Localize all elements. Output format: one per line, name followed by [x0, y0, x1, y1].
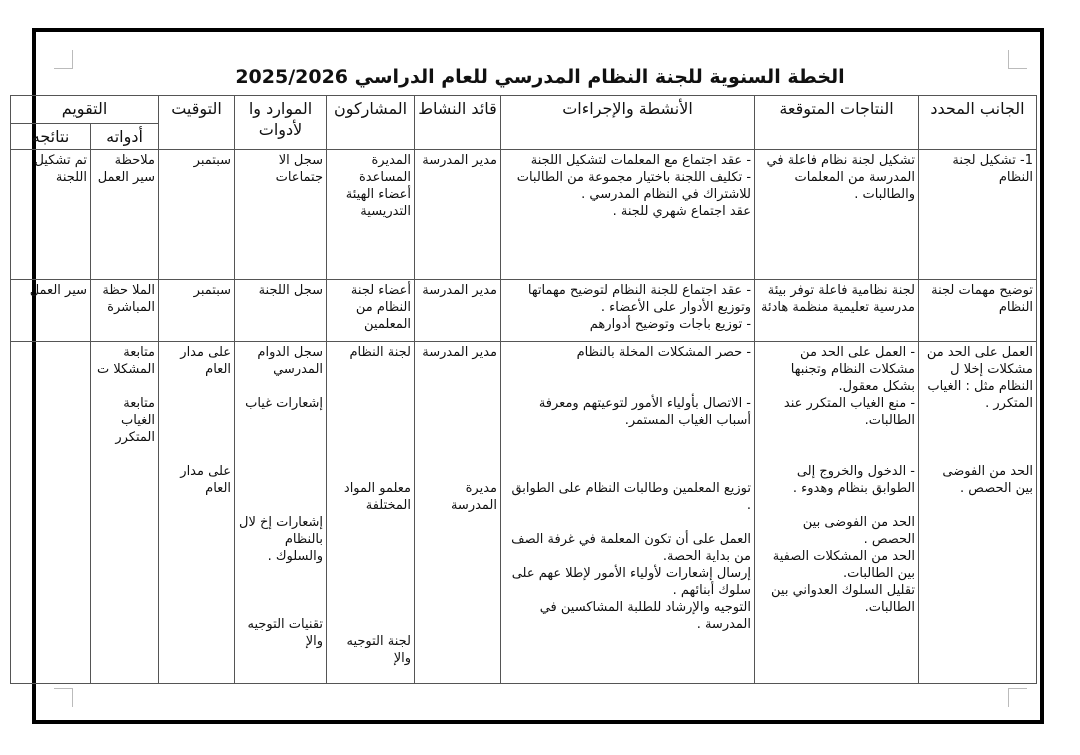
header-activities: الأنشطة والإجراءات — [501, 96, 755, 150]
cell-activities: - حصر المشكلات المخلة بالنظام - الاتصال بأولياء الأمور لتوعيتهم ومعرفة أسباب الغياب المستمر. توزيع المعلمين وطالبات النظام على الطوابق . العمل على أن تكون المعلمة في غرفة الصف من بداية الحصة. إرسال إشعارات لأولياء الأمور لإطلا عهم على سلوك أبنائهم . التوجيه والإرشاد للطلبة المشاكسين في المدرسة . — [501, 342, 755, 684]
crop-mark-bottom-left — [54, 688, 73, 707]
cell-leader: مدير المدرسة مديرة المدرسة — [415, 342, 501, 684]
cell-tools: متابعة المشكلا ت متابعة الغياب المتكرر — [91, 342, 159, 684]
cell-participants: لجنة النظام معلمو المواد المختلفة لجنة التوجيه والإ — [327, 342, 415, 684]
header-leader: قائد النشاط — [415, 96, 501, 150]
header-aspect: الجانب المحدد — [919, 96, 1037, 150]
crop-mark-top-left — [54, 50, 73, 69]
cell-participants: المديرة المساعدة أعضاء الهيئة التدريسية — [327, 150, 415, 280]
cell-results — [11, 342, 91, 684]
cell-results: تم تشكيل اللجنة — [11, 150, 91, 280]
cell-outcomes: تشكيل لجنة نظام فاعلة في المدرسة من المعلمات والطالبات . — [755, 150, 919, 280]
table-row — [11, 342, 1037, 684]
cell-resources: سجل الدوام المدرسي إشعارات غياب إشعارات إخ لال بالنظام والسلوك . تقنيات التوجيه والإ — [235, 342, 327, 684]
header-row — [11, 96, 1037, 124]
cell-resources: سجل اللجنة — [235, 280, 327, 342]
header-participants: المشاركون — [327, 96, 415, 150]
cell-resources: سجل الا جتماعات — [235, 150, 327, 280]
annual-plan-table — [10, 95, 1037, 684]
cell-leader: مدير المدرسة — [415, 280, 501, 342]
cell-tools: ملاحظة سير العمل — [91, 150, 159, 280]
table-row — [11, 150, 1037, 280]
cell-outcomes: - العمل على الحد من مشكلات النظام وتجنبها بشكل معقول. - منع الغياب المتكرر عند الطالبات. - الدخول والخروج إلى الطوابق بنظام وهدوء . الحد من الفوضى بين الحصص . الحد من المشكلات الصفية بين الطالبات. تقليل السلوك العدواني بين الطالبات. — [755, 342, 919, 684]
cell-aspect: 1- تشكيل لجنة النظام — [919, 150, 1037, 280]
header-evaluation: التقويم — [11, 96, 159, 124]
header-outcomes: النتاجات المتوقعة — [755, 96, 919, 150]
cell-participants: أعضاء لجنة النظام من المعلمين — [327, 280, 415, 342]
cell-timing: سبتمبر — [159, 280, 235, 342]
cell-aspect: العمل على الحد من مشكلات إخلا ل النظام مثل : الغياب المتكرر . الحد من الفوضى بين الحصص . — [919, 342, 1037, 684]
cell-leader: مدير المدرسة — [415, 150, 501, 280]
cell-results: سير العمل — [11, 280, 91, 342]
header-resources: الموارد وا لأدوات — [235, 96, 327, 150]
header-tools: أدواته — [91, 124, 159, 150]
document-title: الخطة السنوية للجنة النظام المدرسي للعام الدراسي 2025/2026 — [235, 66, 845, 88]
cell-tools: الملا حظة المباشرة — [91, 280, 159, 342]
table-row — [11, 280, 1037, 342]
cell-outcomes: لجنة نظامية فاعلة توفر بيئة مدرسية تعليمية منظمة هادئة — [755, 280, 919, 342]
cell-activities: - عقد اجتماع مع المعلمات لتشكيل اللجنة - تكليف اللجنة باختيار مجموعة من الطالبات للاشتراك في النظام المدرسي . عقد اجتماع شهري للجنة . — [501, 150, 755, 280]
cell-timing: على مدار العام على مدار العام — [159, 342, 235, 684]
cell-aspect: توضيح مهمات لجنة النظام — [919, 280, 1037, 342]
cell-timing: سبتمبر — [159, 150, 235, 280]
crop-mark-top-right — [1008, 50, 1027, 69]
header-results: نتائجه — [11, 124, 91, 150]
header-timing: التوقيت — [159, 96, 235, 150]
cell-activities: - عقد اجتماع للجنة النظام لتوضيح مهماتها وتوزيع الأدوار على الأعضاء . - توزيع باجات وتوضيح أدوارهم — [501, 280, 755, 342]
crop-mark-bottom-right — [1008, 688, 1027, 707]
